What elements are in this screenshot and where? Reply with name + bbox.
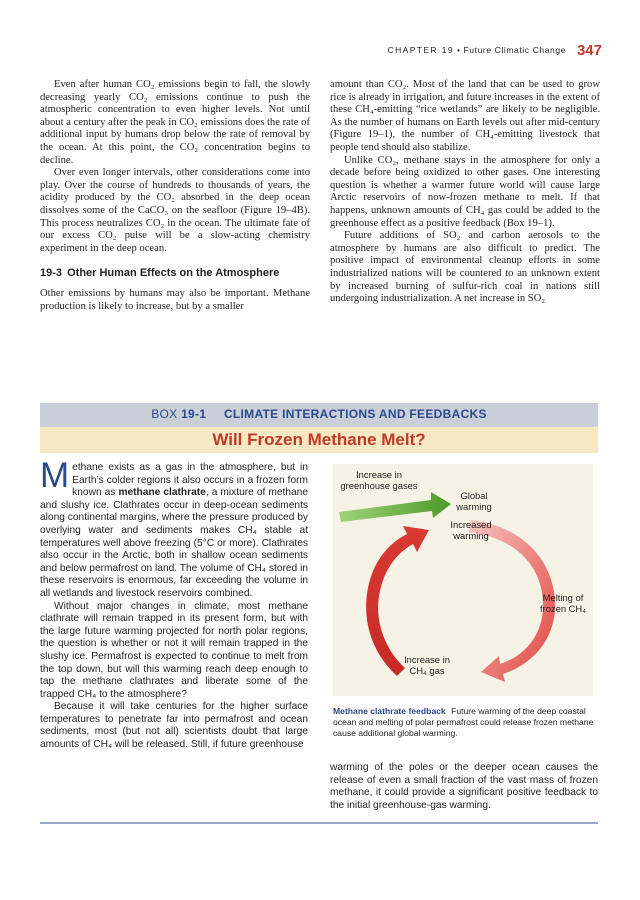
box-label: BOX — [151, 407, 178, 421]
feedback-diagram — [333, 464, 593, 696]
caption-title: Methane clathrate feedback — [333, 706, 446, 716]
paragraph: Because it will take centuries for the higher surface temperatures to penetrate far into permafrost and ocean sediments, most (but not all) scientists doubt that large amounts of CH₄ will be released. Still, if future greenhouse — [40, 701, 308, 751]
section-title: Other Human Effects on the Atmosphere — [67, 267, 280, 280]
label-greenhouse-gases: Increase in greenhouse gases — [340, 469, 418, 491]
paragraph — [40, 456, 309, 601]
box-title: CLIMATE INTERACTIONS AND FEEDBACKS — [223, 407, 487, 421]
right-column — [330, 79, 600, 306]
section-heading — [40, 267, 310, 280]
box-subtitle: Will Frozen Methane Melt? — [212, 430, 426, 449]
paragraph: Over even longer intervals, other considerations come into play. Over the course of hundreds to thousands of years, the acidity produced by the CO₂ absorbed in the deep ocean dissolves some of the CaCO₃ on the seafloor (Figure 19–4B). This process neutralizes CO₂ in the ocean. The ultimate fate of our excess CO₂ pulse will be a slow-acting chemistry experiment in the deep ocean. — [40, 167, 310, 254]
box-number: 19-1 — [181, 407, 207, 421]
box-bottom-rule — [40, 822, 598, 824]
box-header — [40, 407, 598, 421]
chapter-title: Future Climatic Change — [463, 45, 566, 55]
page-number: 347 — [576, 42, 602, 59]
running-header — [300, 40, 602, 57]
left-column — [40, 79, 310, 313]
chapter-label: CHAPTER 19 — [387, 45, 454, 55]
paragraph: Unlike CO₂, methane stays in the atmosphere for only a decade before being oxidized to other gases. One interesting question is whether a warmer future world will cause large Arctic reservoirs of now-frozen methane to melt. If that happens, unknown amounts of CH₄ gas could be added to the greenhouse effect as a positive feedback (Box 19–1). — [330, 154, 600, 229]
paragraph-text: , a mixture of methane and slushy ice. Clathrates occur in deep-ocean sediments along continental margins, where the pressure produced by overlying water and sediments makes CH₄ stable at temperatures well above freezing (5°C or more). Clathrates also occur in the Arctic, both in shallow ocean sediments and below permafrost on land. The volume of CH₄ stored in these reservoirs is enormous, far exceeding the volume in all wetlands and livestock reservoirs combined. — [40, 487, 309, 599]
key-term: methane clathrate — [118, 487, 206, 499]
label-melting-ch4: Melting of frozen CH₄ — [539, 592, 587, 614]
green-arrow — [339, 492, 451, 522]
paragraph-text: ethane exists as a gas in the atmosphere, but in Earth’s colder regions it also occurs in a frozen form known as — [72, 462, 308, 499]
paragraph: warming of the poles or the deeper ocean causes the release of even a small fraction of the vast mass of frozen methane, it could provide a significant positive feedback to the initial greenhouse-gas warming. — [330, 762, 598, 811]
label-increased-warming: Increased warming — [450, 519, 492, 541]
drop-cap: M — [40, 456, 70, 495]
paragraph: Other emissions by humans may also be important. Methane production is likely to increase, but by a smaller — [40, 287, 310, 312]
box-right-column — [330, 762, 598, 812]
paragraph: Without major changes in climate, most methane clathrate will remain trapped in its present form, but with the large future warming projected for north polar regions, the question is whether or not it will remain trapped in the slushy ice. Permafrost is expected to continue to melt from the top down, but will this warming reach deep enough to tap the methane clathrates and liberate some of the trapped CH₄ to the atmosphere? — [40, 600, 308, 700]
paragraph: Even after human CO₂ emissions begin to fall, the slowly decreasing yearly CO₂ emissions continue to push the atmospheric concentration to even higher levels. Not until about a century after the peak in CO₂ emissions does the rate of additional input by humans drop below the rate of removal by the ocean. At this point, the CO₂ concentration begins to decline. — [40, 79, 310, 166]
figure-caption — [333, 706, 595, 739]
label-increase-ch4: Increase in CH₄ gas — [404, 654, 450, 676]
paragraph: Future additions of SO₂ and carbon aerosols to the atmosphere by humans are also difficult to predict. The positive impact of environmental cleanup efforts in some industrialized nations will be countered to an unknown extent by increased burning of sulfur-rich coal in nations still undergoing industrialization. A net increase in SO₂ — [330, 230, 600, 305]
header-separator: • — [456, 45, 461, 55]
section-number: 19-3 — [40, 267, 63, 280]
box-left-column — [40, 456, 309, 752]
paragraph: amount than CO₂. Most of the land that can be used to grow rice is already in irrigation, and future increases in the extent of these CH₄-emitting “rice wetlands” are likely to be negligible. As the number of humans on Earth levels out after mid-century (Figure 19–1), the number of CH₄-emitting livestock that people tend should also stabilize. — [330, 79, 600, 153]
label-global-warming: Global warming — [456, 490, 492, 512]
caption-text: Future warming of the deep coastal ocean and melting of polar permafrost could release frozen methane cause additional global warming. — [333, 706, 594, 738]
